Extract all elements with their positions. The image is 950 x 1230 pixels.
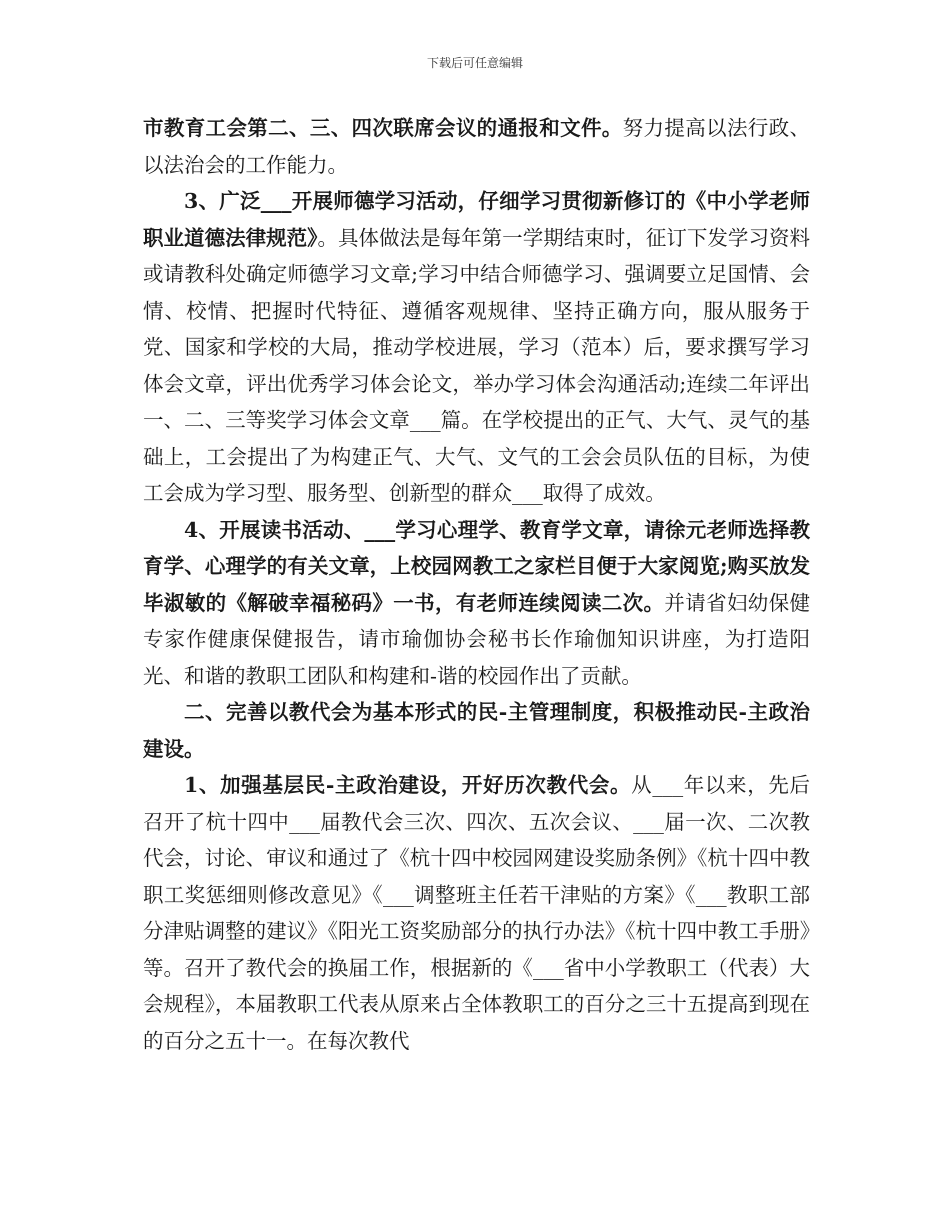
paragraph-bold-text: 3、广泛___开展师德学习活动，仔细学习贯彻新修订的《中小学老师职业道德法律规范》 <box>143 189 810 250</box>
paragraph-bold-text: 市教育工会第二、三、四次联席会议的通报和文件。 <box>143 116 623 140</box>
paragraph-bold-text: 1、加强基层民-主政治建设，开好历次教代会。 <box>184 773 632 797</box>
paragraph-congress <box>143 767 810 1059</box>
paragraph-text: 并请省妇幼保健专家作健康保健报告，请市瑜伽协会秘书长作瑜伽知识讲座，为打造阳光、和谐的教职工团队和构建和-谐的校园作出了贡献。 <box>143 590 811 688</box>
paragraph-continuation <box>143 110 810 183</box>
page-header: 下载后可任意编辑 <box>426 56 523 70</box>
paragraph-text: 从___年以来，先后召开了杭十四中___届教代会三次、四次、五次会议、___届一次、二次教代会，讨论、审议和通过了《杭十四中校园网建设奖励条例》《杭十四中教职工奖惩细则修改意见》《___调整班主任若干津贴的方案》《___教职工部分津贴调整的建议》《阳光工资奖励部分的执行办法》《杭十四中教工手册》等。召开了教代会的换届工作，根据新的《___省中小学教职工（代表）大会规程》，本届教职工代表从原来占全体教职工的百分之三十五提高到现在的百分之五十一。在每次教代 <box>143 773 811 1053</box>
paragraph-text: 。具体做法是每年第一学期结束时，征订下发学习资料或请教科处确定师德学习文章;学习中结合师德学习、强调要立足国情、会情、校情、把握时代特征、遵循客观规律、坚持正确方向，服从服务于党、国家和学校的大局，推动学校进展，学习（范本）后，要求撰写学习体会文章，评出优秀学习体会论文，举办学习体会沟通活动;连续二年评出一、二、三等奖学习体会文章___篇。在学校提出的正气、大气、灵气的基础上，工会提出了为构建正气、大气、文气的工会会员队伍的目标，为使工会成为学习型、服务型、创新型的群众___取得了成效。 <box>143 225 811 505</box>
document-body <box>143 110 810 1059</box>
section-heading-text: 二、完善以教代会为基本形式的民-主管理制度，积极推动民-主政治建设。 <box>143 700 810 761</box>
paragraph-bold-text: 4、开展读书活动、___学习心理学、教育学文章，请徐元老师选择教育学、心理学的有关文章，上校园网教工之家栏目便于大家阅览;购买放发毕淑敏的《解破幸福秘码》一书，有老师连续阅读二次。 <box>143 517 810 615</box>
paragraph-reading-activity <box>143 512 810 695</box>
section-heading-democratic-management <box>143 694 810 767</box>
paragraph-text: 努力提高以法行政、以法治会的工作能力。 <box>143 116 811 177</box>
paragraph-teacher-ethics <box>143 183 810 512</box>
